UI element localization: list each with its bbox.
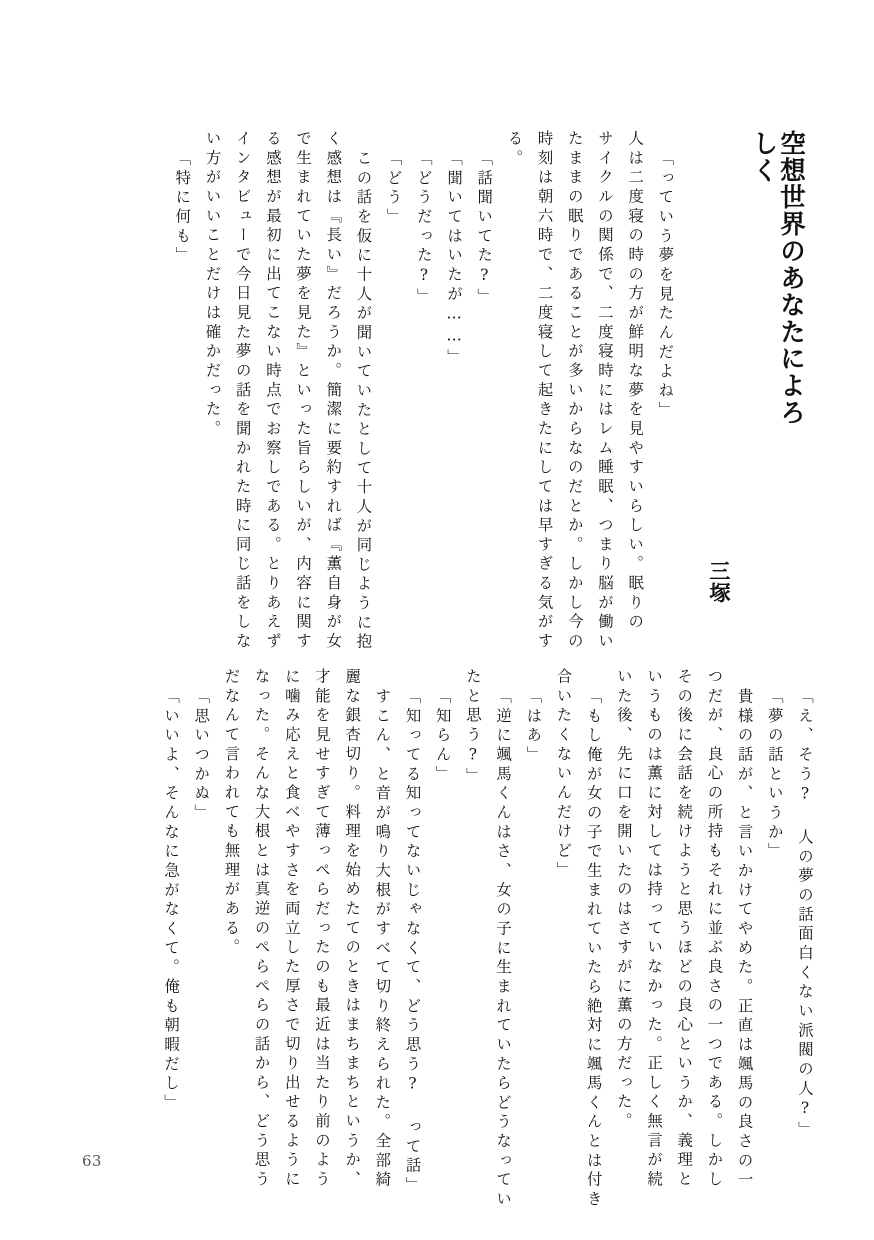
text-column: る感想が最初に出てこない時点でお察しである。とりあえず xyxy=(263,130,282,652)
text-column: その後に会話を続けようと思うほどの良心というか、義理と xyxy=(675,668,694,1190)
text-column: 「夢の話というか」 xyxy=(765,687,784,862)
text-column: 「え、そう? 人の夢の話面白くない派閥の人?」 xyxy=(796,687,814,1140)
lower-column-list xyxy=(148,668,814,1210)
text-column: 「もし俺が女の子で生まれていたら絶対に颯馬くんとは付き xyxy=(584,687,603,1210)
text-column: 麗な銀杏切り。料理を始めたてのときはまちまちというか、 xyxy=(343,668,362,1190)
text-column: すこん、と音が鳴り大根がすべて切り終えられた。全部綺 xyxy=(373,687,392,1191)
text-column: で生まれていた夢を見た』といった旨らしいが、内容に関す xyxy=(294,130,313,652)
text-column: 「知らん」 xyxy=(433,687,452,785)
upper-text-block xyxy=(62,130,812,653)
text-column: 時刻は朝六時で、二度寝して起きたにしては早すぎる気がす xyxy=(535,130,554,652)
text-column: い方がいいことだけは確かだった。 xyxy=(203,130,222,440)
text-column: だなんて言われても無理がある。 xyxy=(222,668,241,958)
text-column: この話を仮に十人が聞いていたとして十人が同じように抱 xyxy=(354,149,373,653)
heading-group xyxy=(706,130,812,604)
text-column: 「話聞いてた?」 xyxy=(475,149,494,307)
text-column: 「いいよ、そんなに急がなくて。俺も朝暇だし」 xyxy=(162,687,181,1113)
text-column: 貴様の話が、と言いかけてやめた。正直は颯馬の良さの一 xyxy=(735,687,754,1191)
text-column: 「知ってる知ってないじゃなくて、どう思う? って話」 xyxy=(403,687,422,1196)
author-name: 三塚 xyxy=(706,560,731,605)
text-column: 「はあ」 xyxy=(524,687,543,765)
text-column: 「どう」 xyxy=(384,149,403,227)
text-column: たと思う?」 xyxy=(463,668,482,787)
text-column: く感想は『長い』だろうか。簡潔に要約すれば『薫自身が女 xyxy=(324,130,343,652)
text-column: 「特に何も」 xyxy=(173,149,192,266)
text-column: 「聞いてはいたが……」 xyxy=(445,149,464,368)
text-column: 人は二度寝の時の方が鮮明な夢を見やすいらしい。眠りの xyxy=(626,130,645,633)
text-column: いた後、先に口を開いたのはさすがに薫の方だった。 xyxy=(614,668,633,1132)
text-column: 「逆に颯馬くんはさ、女の子に生まれていたらどうなってい xyxy=(494,687,513,1210)
text-column: 「っていう夢を見たんだよね」 xyxy=(656,149,675,421)
upper-column-list xyxy=(159,130,675,653)
text-column: る。 xyxy=(505,130,524,169)
text-column: なった。そんな大根とは真逆のぺらぺらの話から、どう思う xyxy=(252,668,271,1190)
text-column: 「思いつかぬ」 xyxy=(192,687,211,823)
text-column: いうものは薫に対しては持っていなかった。正しく無言が続 xyxy=(645,668,664,1190)
text-column: 合いたくないんだけど」 xyxy=(554,668,573,881)
text-column: たままの眠りであることが多いからなのだとか。しかし今の xyxy=(565,130,584,652)
text-column: 「どうだった?」 xyxy=(414,149,433,307)
text-column: 才能を見せすぎて薄っぺらだったのも最近は当たり前のよう xyxy=(313,668,331,1190)
page-title: 空想世界のあなたによろしく xyxy=(748,130,806,426)
page-number: 63 xyxy=(82,1152,102,1170)
text-column: に噛み応えと食べやすさを両立した厚さで切り出せるように xyxy=(282,668,301,1190)
text-column: インタビューで今日見た夢の話を聞かれた時に同じ話をしな xyxy=(233,130,252,652)
text-column: サイクルの関係で、二度寝時にはレム睡眠、つまり脳が働い xyxy=(595,130,614,652)
text-column: つだが、良心の所持もそれに並ぶ良さの一つである。しかし xyxy=(705,668,724,1190)
